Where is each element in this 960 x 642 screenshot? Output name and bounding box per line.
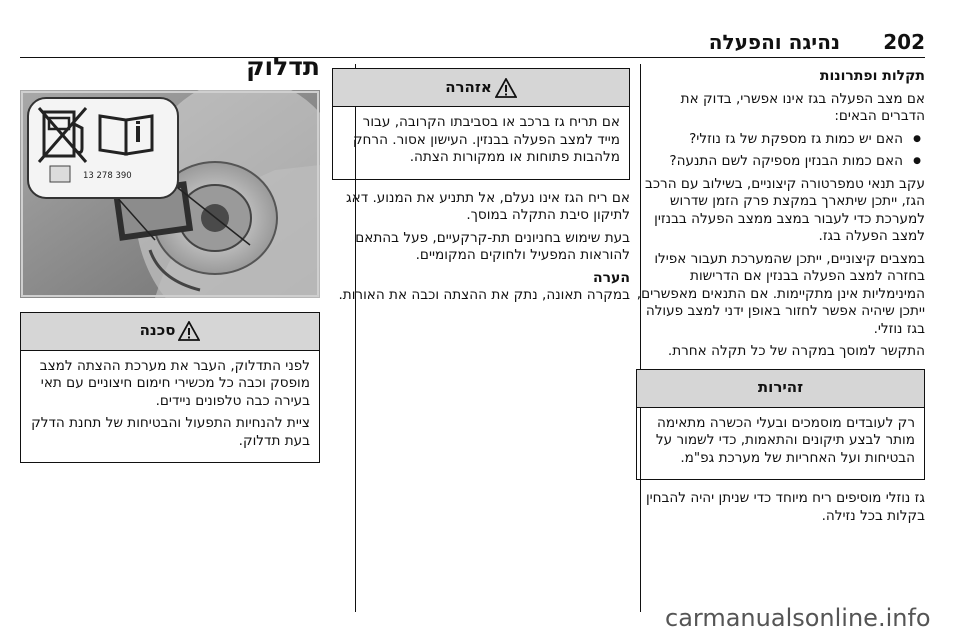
bullet-item: ● האם כמות הבנזין מספיקה לשם התנעה? (636, 153, 925, 171)
caution-heading: זהירות (637, 370, 924, 408)
danger-header (21, 313, 319, 351)
paragraph: אם מצב הפעלה בגז אינו אפשרי, בדוק את הדברים הבאים: (680, 90, 925, 124)
warning-column (332, 68, 630, 310)
caution-box (636, 369, 925, 481)
manual-book-icon (100, 116, 152, 154)
danger-heading: סכנה (139, 321, 176, 340)
bullet-item: ● האם יש כמות גז מספקת של גז נוזלי? (636, 131, 925, 149)
paragraph: במצבים קיצוניים, ייתכן שהמערכת תעבור אפילו בחזרה למצב הפעלה בבנזין אם הדרישות המינימליות אינן מתקיימות. אם התנאים מאפשרים, ייתכן שיהיה אפשר לחזור באופן ידני למצב פעולה בגז נוזלי. (636, 250, 925, 337)
danger-text: לפני התדלוק, העבר את מערכת ההצתה למצב מופסק וכבה כל מכשירי חימום חיצוניים עם תאי בעירה כבה טלפונים ניידים. (39, 357, 310, 409)
warning-header (333, 69, 629, 107)
section-title: תקלות ופתרונות (819, 68, 925, 84)
watermark: carmanualsonline.info (665, 604, 931, 632)
danger-box (20, 312, 320, 464)
warning-triangle-icon (495, 78, 517, 98)
paragraph: אם ריח הגז אינו נעלם, אל תתניע את המנוע. דאג לתיקון סיבת התקלה במוסך. (346, 189, 630, 223)
warning-box (332, 68, 630, 180)
danger-triangle-icon (178, 321, 200, 341)
warning-heading: אזהרה (445, 77, 492, 96)
note-text: במקרה תאונה, נתק את ההצתה וכבה את האורות. (338, 287, 630, 303)
header-title: נהיגה והפעלה (708, 30, 840, 54)
paragraph: גז נוזלי מוסיפים ריח מיוחד כדי שניתן יהיה להבחין בקלות בכל נזילה. (645, 490, 925, 524)
refuelling-column (20, 52, 320, 473)
warning-text: אם תריח גז ברכב או בסביבתו הקרובה, עבור מייד למצב הפעלה בבנזין. העישון אסור. הרחק מלהבות פתוחות או ממקורות הצתה. (352, 114, 620, 165)
image-code: 13 278 390 (83, 170, 132, 181)
danger-text: ציית להנחיות התפעול והבטיחות של תחנת הדלק בעת תדלוק. (31, 415, 310, 449)
troubleshooting-column (636, 68, 925, 530)
paragraph: עקב תנאי טמפרטורה קיצוניים, בשילוב עם הרכב הגז, ייתכן שיתארך במקצת פרק הזמן שדרוש למערכת כדי לעבור במצב ממצב הפעלה בבנזין למצב הפעלה בגז. (645, 175, 925, 244)
paragraph: בעת שימוש בחניונים תת-קרקעיים, פעל בהתאם להוראות המפעיל ולחוקים המקומיים. (355, 229, 630, 263)
page-number: 202 (883, 30, 925, 54)
caution-text: רק לעובדים מוסמכים ובעלי הכשרה מתאימה מותר לבצע תיקונים והתאמות, כדי לשמור על הבטיחות ועל האחריות של מערכת גפ"מ. (655, 414, 915, 466)
note-heading: הערה (593, 269, 630, 286)
paragraph: התקשר למוסך במקרה של כל תקלה אחרת. (667, 343, 925, 359)
fuel-filler-illustration (20, 90, 320, 298)
section-heading: תדלוק (246, 52, 320, 81)
fuel-filler-photo (20, 90, 320, 298)
